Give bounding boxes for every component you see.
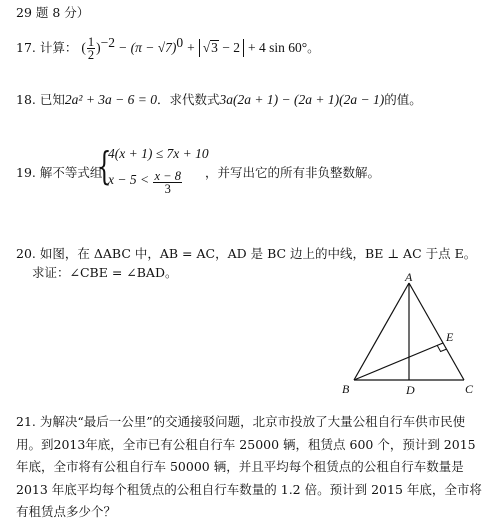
side-ab (354, 283, 409, 380)
q17-exponent-neg2: −2 (100, 34, 115, 50)
q17-exponent-zero: 0 (176, 34, 184, 50)
q17-pi-term: (π − √7) (130, 40, 177, 55)
q18-middle-text: ．求代数式 (157, 92, 220, 107)
question-17-lead: 计算： (39, 40, 78, 55)
question-20-line-2: 求证：∠CBE = ∠BAD。 (32, 265, 178, 280)
label-a: A (405, 270, 413, 284)
q17-plus: + (187, 40, 195, 55)
q18-condition: 2a² + 3a − 6 = 0 (64, 92, 158, 107)
q17-sin-term: + 4 sin 60° (248, 40, 308, 55)
q17-period: 。 (307, 40, 320, 55)
label-b: B (342, 382, 350, 396)
q18-tail: 的值。 (384, 92, 422, 107)
segment-be (354, 343, 443, 380)
q19-tail: ，并写出它的所有非负整数解。 (205, 165, 381, 180)
section-header: 29 题 8 分） (16, 5, 90, 20)
q17-sqrt-sign: √ (202, 40, 211, 55)
question-17-number: 17. (16, 40, 36, 55)
question-21: 21. 为解决“最后一公里”的交通接驳问题，北京市投放了大量公租自行车供市民使用。到2013年底，全市已有公租自行车 25000 辆，租赁点 600 个，预计到 2015 年底，全市将有公租自行车 50000 辆，并且平均每个租赁点的公租自行车数量是 2013 年底平均每个租赁点的公租自行车数量的 1.2 倍。预计到 2015 年底，全市将有租赁点多少个？ (16, 414, 482, 519)
q17-sqrt-arg: 3 (211, 40, 218, 55)
question-20-number: 20. (16, 246, 36, 261)
question-18-number: 18. (16, 92, 36, 107)
question-19-number: 19. (16, 165, 36, 180)
side-ac (409, 283, 464, 380)
q17-fraction-numerator: 1 (87, 35, 95, 49)
question-19-lead: 解不等式组 (39, 165, 103, 180)
q18-expression: 3a(2a + 1) − (2a + 1)(2a − 1) (219, 92, 385, 107)
q19-inequality-1: 4(x + 1) ≤ 7x + 10 (108, 146, 209, 161)
q19-brace: { (97, 144, 112, 188)
q19-inequality-2-lhs: x − 5 < (108, 172, 150, 187)
question-18-lead: 已知 (39, 92, 65, 107)
q17-abs-tail: − 2 (218, 40, 241, 55)
q19-fraction-numerator: x − 8 (154, 169, 181, 183)
label-d: D (406, 383, 415, 397)
label-e: E (446, 330, 454, 344)
q17-fraction-denominator: 2 (87, 48, 95, 62)
q19-fraction-denominator: 3 (164, 182, 171, 196)
label-c: C (465, 382, 474, 396)
q17-lparen: ( (81, 40, 86, 55)
q17-rparen: ) (96, 40, 101, 55)
question-20-statement: 如图，在 ΔABC 中，AB = AC，AD 是 BC 边上的中线，BE ⊥ AC 于点 E。 (39, 246, 477, 261)
q17-minus: − (118, 40, 127, 55)
